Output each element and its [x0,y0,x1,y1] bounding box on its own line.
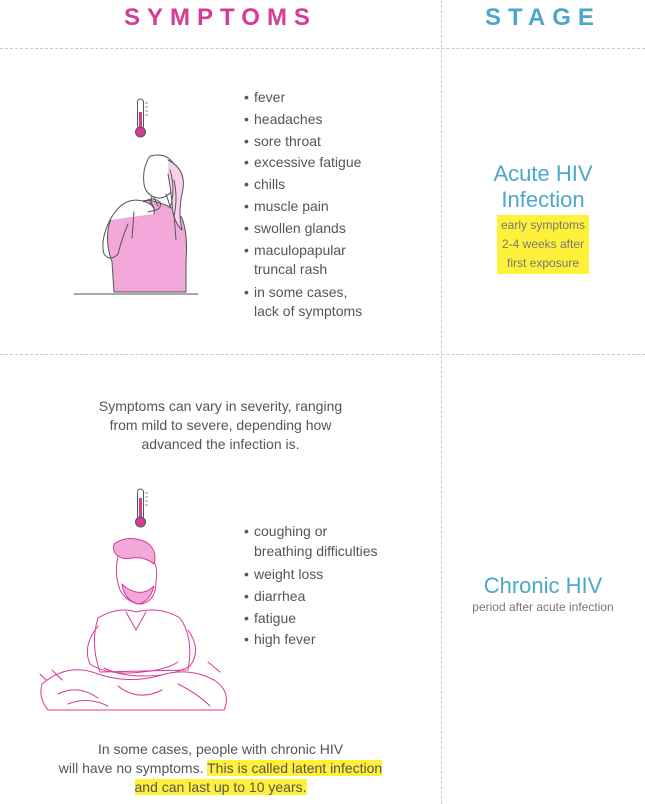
list-item: • weight loss [244,564,377,586]
list-item: • sore throat [244,131,362,153]
list-item: • in some cases, lack of symptoms [244,283,362,322]
list-item: • maculopapular truncal rash [244,241,362,280]
thermometer-icon [132,98,152,140]
list-item: • diarrhea [244,586,377,608]
symptoms-header: SYMPTOMS [124,4,317,31]
chronic-stage-subtitle: period after acute infection [472,600,614,614]
list-item: • fever [244,87,362,109]
latent-infection-highlight: This is called latent infection [207,760,383,776]
list-item: • fatigue [244,608,377,630]
list-item: • muscle pain [244,196,362,218]
chronic-stage-title: Chronic HIV [483,573,603,598]
man-sick-in-bed-illustration [38,534,234,718]
stage-header: STAGE [485,4,601,31]
thermometer-icon [132,488,152,530]
latent-duration-highlight: and can last up to 10 years. [134,779,307,795]
acute-stage [441,161,645,274]
list-item: • chills [244,174,362,196]
list-item: • excessive fatigue [244,152,362,174]
list-item: • high fever [244,629,377,651]
acute-stage-note: early symptoms 2-4 weeks after first exposure [497,215,589,274]
column-divider [441,0,442,804]
acute-symptom-list [244,87,362,325]
section-divider [0,354,645,355]
acute-stage-title: Acute HIV Infection [493,161,593,212]
list-item: • coughing or breathing difficulties [244,522,377,561]
woman-neck-pain-illustration [70,150,202,300]
chronic-intro: Symptoms can vary in severity, ranging from mild to severe, depending how advanced the infection is. [98,398,343,452]
list-item: • swollen glands [244,218,362,240]
chronic-footer: In some cases, people with chronic HIV will have no symptoms. This is called latent infection and can last up to 10 years. [58,741,383,795]
chronic-stage [441,573,645,614]
header-divider [0,48,645,49]
list-item: • headaches [244,109,362,131]
chronic-symptom-list [244,521,377,651]
